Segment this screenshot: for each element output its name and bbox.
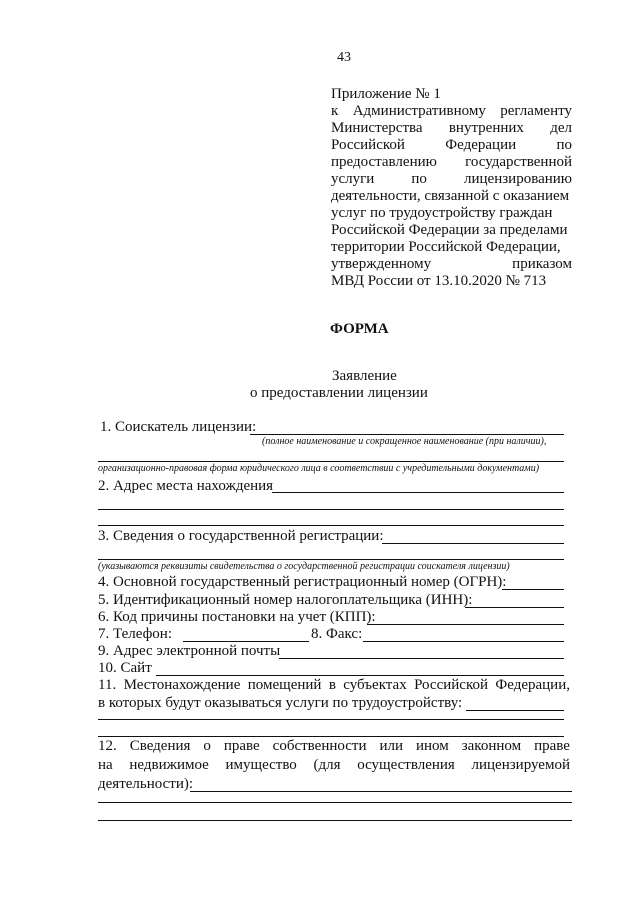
applicant-input-line-2[interactable] [98,461,564,462]
address-input-line-2[interactable] [98,509,564,510]
registration-input-line[interactable] [382,543,564,544]
premises-label-line-1 [98,677,570,694]
property-label-line-3: деятельности): [98,776,194,792]
address-label: 2. Адрес места нахождения [98,478,274,494]
word: услуги [331,171,375,187]
word: собственности [272,738,367,754]
word: имущество [225,757,297,773]
property-label-line-2 [98,757,570,774]
word: лицензированию [464,171,572,187]
applicant-hint-2: организационно-правовая форма юридического лица в соответствии с учредительными документами) [98,463,540,474]
registration-label: 3. Сведения о государственной регистрации: [98,528,384,544]
word: Местонахождение [123,677,241,693]
email-label: 9. Адрес электронной почты [98,643,281,659]
appendix-line [331,103,572,120]
premises-input-line-3[interactable] [98,736,564,737]
word: Административному [352,103,486,119]
word: предоставлению [331,154,437,170]
applicant-input-line[interactable] [250,434,564,435]
appendix-line [331,137,572,154]
word: недвижимое [129,757,209,773]
property-input-line-2[interactable] [98,802,572,803]
word: внутренних [448,120,524,136]
word: праве [223,738,260,754]
premises-input-line-2[interactable] [98,719,564,720]
kpp-input-line[interactable] [367,624,564,625]
word: о [203,738,211,754]
inn-input-line[interactable] [465,607,564,608]
word: (для [313,757,341,773]
registration-hint: (указываются реквизиты свидетельства о государственной регистрации соискателя лицензии) [98,561,510,572]
statement-subtitle: о предоставлении лицензии [250,385,428,401]
website-input-line[interactable] [156,675,564,676]
word: по [556,137,572,153]
appendix-line: МВД России от 13.10.2020 № 713 [331,273,547,289]
ogrn-label: 4. Основной государственный регистрационный номер (ОГРН): [98,574,507,590]
appendix-line [331,256,572,273]
appendix-line: услуг по трудоустройству граждан [331,205,553,221]
page-number: 43 [337,50,351,65]
word: праве [534,738,570,754]
property-label-line-1 [98,738,570,755]
phone-label: 7. Телефон: [98,626,172,642]
word: приказом [512,256,572,272]
property-input-line-3[interactable] [98,820,572,821]
appendix-line: территории Российской Федерации, [331,239,561,255]
registration-input-line-2[interactable] [98,559,564,560]
premises-input-line[interactable] [466,710,564,711]
statement-title: Заявление [332,368,397,384]
word: лицензируемой [471,757,570,773]
word: Федерации [445,137,517,153]
address-input-line-3[interactable] [98,525,564,526]
applicant-label: 1. Соискатель лицензии: [100,419,257,435]
email-input-line[interactable] [279,658,564,659]
word: Федерации, [495,677,570,693]
word: в [328,677,336,693]
word: помещений [247,677,322,693]
word: 12. [98,738,117,754]
word: по [411,171,427,187]
appendix-block [331,86,572,290]
appendix-line [331,171,572,188]
fax-label: 8. Факс: [311,626,363,642]
word: законном [461,738,522,754]
word: субъектах [343,677,407,693]
property-input-line[interactable] [190,791,572,792]
word: Сведения [129,738,191,754]
premises-label-line-2: в которых будут оказываться услуги по трудоустройству: [98,695,463,711]
appendix-line: Российской Федерации за пределами [331,222,568,238]
appendix-title: Приложение № 1 [331,86,441,102]
ogrn-input-line[interactable] [502,589,564,590]
appendix-line [331,120,572,137]
word: осуществления [357,757,455,773]
word: государственной [465,154,572,170]
word: Министерства [331,120,423,136]
applicant-hint: (полное наименование и сокращенное наименование (при наличии), [262,436,547,447]
word: Российской [414,677,489,693]
word: или [379,738,404,754]
fax-input-line[interactable] [363,641,564,642]
inn-label: 5. Идентификационный номер налогоплательщика (ИНН): [98,592,473,608]
word: на [98,757,113,773]
form-heading: ФОРМА [330,321,389,337]
word: 11. [98,677,117,693]
word: ином [415,738,449,754]
word: регламенту [500,103,572,119]
phone-input-line[interactable] [183,641,309,642]
kpp-label: 6. Код причины постановки на учет (КПП): [98,609,376,625]
appendix-line [331,154,572,171]
word: утвержденному [331,256,432,272]
word: дел [550,120,572,136]
word: Российской [331,137,405,153]
appendix-line: деятельности, связанной с оказанием [331,188,570,204]
website-label: 10. Сайт [98,660,152,676]
address-input-line[interactable] [272,492,564,493]
word: к [331,103,339,119]
